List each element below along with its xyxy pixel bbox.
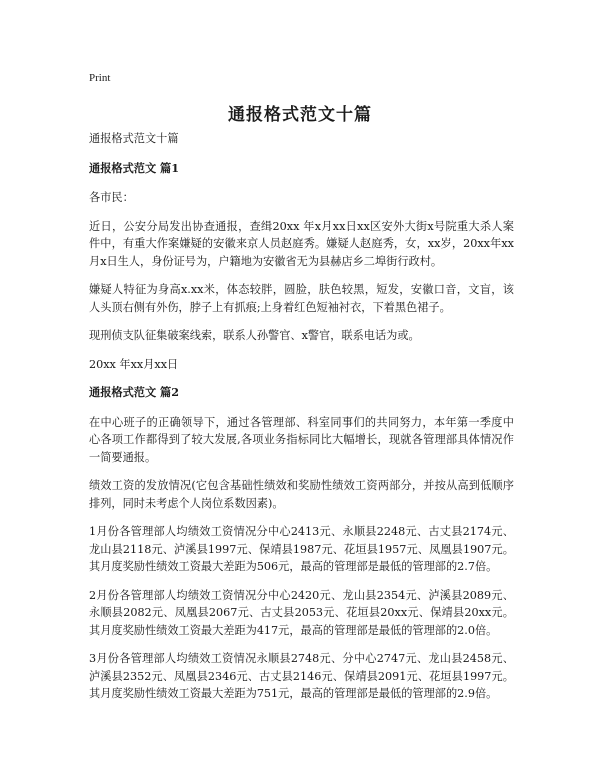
print-label: Print (89, 72, 111, 84)
paragraph-date: 20xx 年xx月xx日 (89, 357, 179, 371)
paragraph-march: 3月份各管理部人均绩效工资情况永顺县2748元、分中心2747元、龙山县2458元、泸溪县2352元、凤凰县2346元、古丈县2146元、保靖县2091元、花垣县1997元。其月度奖励性绩效工资最大差距为751元，最高的管理部是最低的管理部的2.9倍。 (89, 652, 514, 700)
paragraph-suspect-features: 嫌疑人特征为身高x.xx米，体态较胖，圆脸，肤色较黑，短发，安徽口音，文盲，该人头顶右侧有外伤，脖子上有抓痕;上身着红色短袖衬衣，下着黑色裙子。 (89, 283, 514, 314)
paragraph-intro: 在中心班子的正确领导下，通过各管理部、科室同事们的共同努力，本年第一季度中心各项工作都得到了较大发展,各项业务指标同比大幅增长，现就各管理部具体情况作一简要通报。 (89, 415, 514, 464)
paragraph-notice: 近日，公安分局发出协查通报，查缉20xx 年x月xx日xx区安外大街x号院重大杀人案件中，有重大作案嫌疑的安徽来京人员赵庭秀。嫌疑人赵庭秀，女，xx岁，20xx年xx月x日生人，身份证号为，户籍地为安徽省无为县赫店乡二埠街行政村。 (89, 219, 514, 268)
section-heading-2: 通报格式范文 篇2 (89, 385, 179, 399)
document-body (89, 130, 514, 714)
paragraph-contact: 现刑侦支队征集破案线索，联系人孙警官、x警官，联系电话为或。 (89, 329, 420, 342)
paragraph-performance-pay: 绩效工资的发放情况(它包含基础性绩效和奖励性绩效工资两部分，并按从高到低顺序排列，同时未考虑个人岗位系数因素)。 (89, 479, 514, 510)
document-subtitle: 通报格式范文十篇 (89, 132, 179, 145)
paragraph-salutation: 各市民： (89, 191, 134, 204)
paragraph-february: 2月份各管理部人均绩效工资情况分中心2420元、龙山县2354元、泸溪县2089元、永顺县2082元、凤凰县2067元、古丈县2053元、花垣县20xx元、保靖县20xx元。其月度奖励性绩效工资最大差距为417元，最高的管理部是最低的管理部的2.0倍。 (89, 588, 514, 637)
paragraph-january: 1月份各管理部人均绩效工资情况分中心2413元、永顺县2248元、古丈县2174元、龙山县2118元、泸溪县1997元、保靖县1987元、花垣县1957元、凤凰县1907元。其月度奖励性绩效工资最大差距为506元，最高的管理部是最低的管理部的2.7倍。 (89, 525, 514, 573)
document-title: 通报格式范文十篇 (228, 105, 372, 125)
section-heading-1: 通报格式范文 篇1 (89, 160, 179, 175)
